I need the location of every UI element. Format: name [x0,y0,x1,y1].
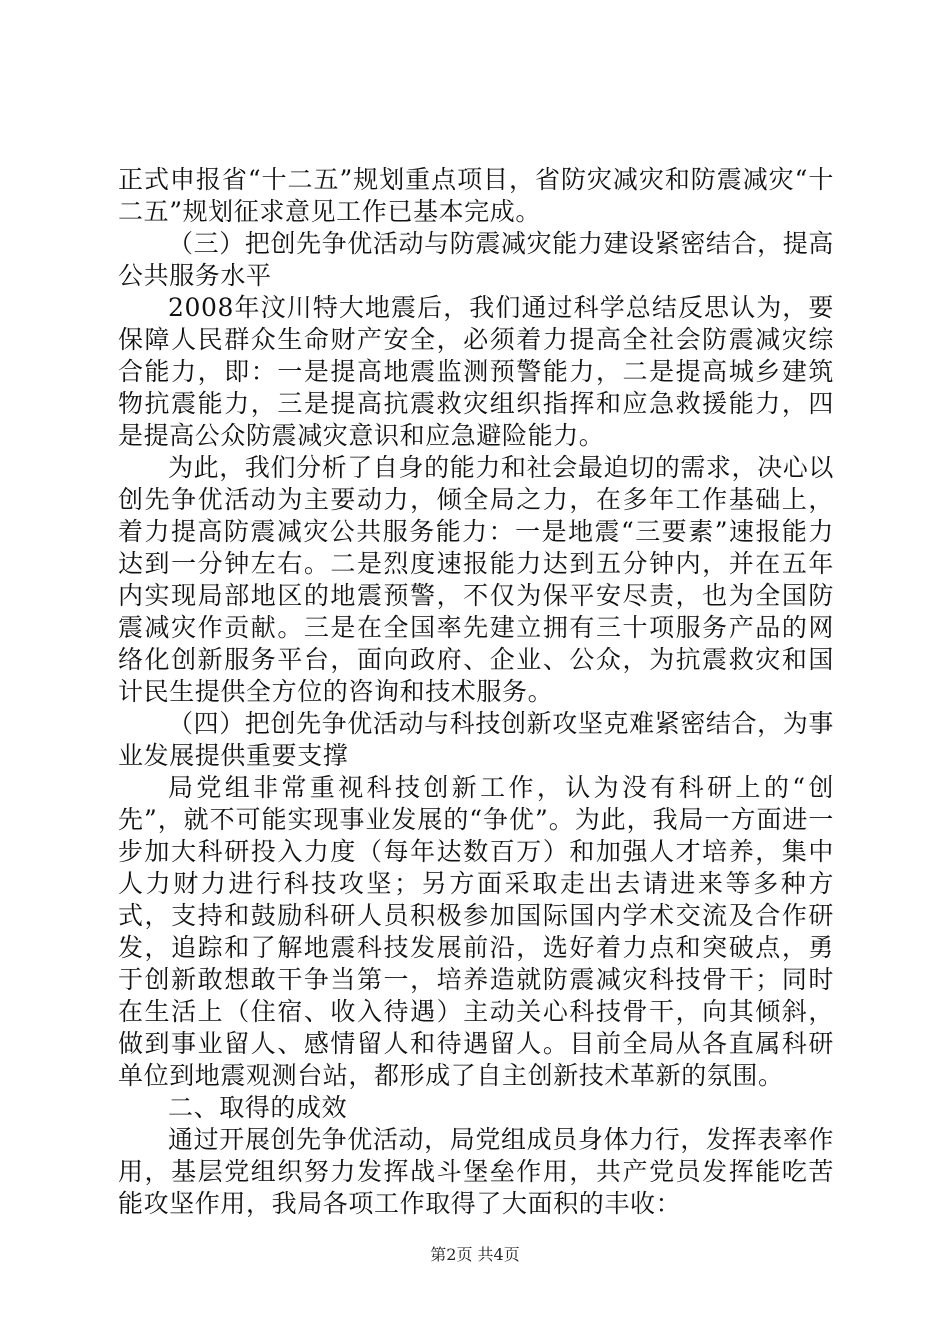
paragraph-public-service: 为此，我们分析了自身的能力和社会最迫切的需求，决心以创先争优活动为主要动力，倾全局之力，在多年工作基础上，着力提高防震减灾公共服务能力：一是地震“三要素”速报能力达到一分钟左右。二是烈度速报能力达到五分钟内，并在五年内实现局部地区的地震预警，不仅为保平安尽责，也为全国防震减灾作贡献。三是在全国率先建立拥有三十项服务产品的网络化创新服务平台，面向政府、企业、公众，为抗震救灾和国计民生提供全方位的咨询和技术服务。 [118,453,834,706]
paragraph-continuation: 正式申报省“十二五”规划重点项目，省防灾减灾和防震减灾“十二五”规划征求意见工作已基本完成。 [118,165,834,226]
section-heading-3: （三）把创先争优活动与防震减灾能力建设紧密结合，提高公共服务水平 [118,229,834,290]
paragraph-innovation: 局党组非常重视科技创新工作，认为没有科研上的“创先”，就不可能实现事业发展的“争优”。为此，我局一方面进一步加大科研投入力度（每年达数百万）和加强人才培养，集中人力财力进行科技攻坚；另方面采取走出去请进来等多种方式，支持和鼓励科研人员积极参加国际国内学术交流及合作研发，追踪和了解地震科技发展前沿，选好着力点和突破点，勇于创新敢想敢干争当第一，培养造就防震减灾科技骨干；同时在生活上（住宿、收入待遇）主动关心科技骨干，向其倾斜，做到事业留人、感情留人和待遇留人。目前全局从各直属科研单位到地震观测台站，都形成了自主创新技术革新的氛围。 [118,773,834,1090]
page-footer: 第2页 共4页 [430,1245,520,1264]
paragraph-wenchuan: 2008年汶川特大地震后，我们通过科学总结反思认为，要保障人民群众生命财产安全，必须着力提高全社会防震减灾综合能力，即：一是提高地震监测预警能力，二是提高城乡建筑物抗震能力，三是提高抗震救灾组织指挥和应急救援能力，四是提高公众防震减灾意识和应急避险能力。 [118,293,834,450]
section-heading-results: 二、取得的成效 [168,1093,348,1122]
section-heading-4: （四）把创先争优活动与科技创新攻坚克难紧密结合，为事业发展提供重要支撑 [118,709,834,770]
paragraph-results: 通过开展创先争优活动，局党组成员身体力行，发挥表率作用，基层党组织努力发挥战斗堡垒作用，共产党员发挥能吃苦能攻坚作用，我局各项工作取得了大面积的丰收： [118,1125,834,1218]
document-body [118,164,834,1220]
